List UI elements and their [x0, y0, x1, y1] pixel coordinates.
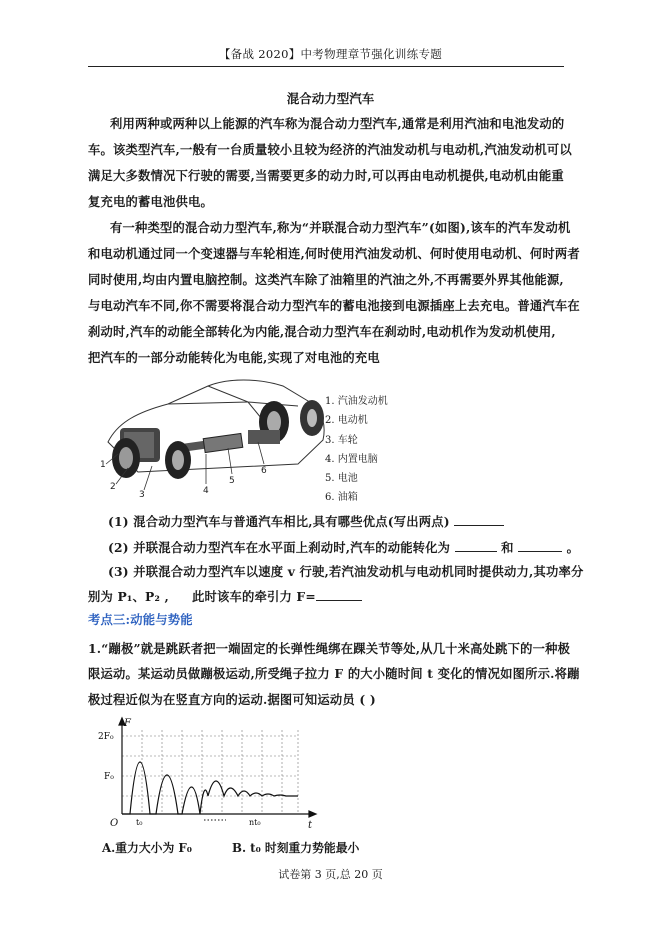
- paragraph-line: 和电动机通过同一个变速器与车轮相连,何时使用汽油发动机、何时使用电动机、何时两者: [88, 246, 580, 261]
- legend-item: 2. 电动机: [325, 415, 368, 427]
- callout-label: 4: [203, 486, 209, 496]
- x-axis-label: t: [308, 820, 313, 831]
- paragraph-line: 利用两种或两种以上能源的汽车称为混合动力型汽车,通常是利用汽油和电池发动的: [110, 116, 565, 131]
- paragraph-line: 车。该类型汽车,一般有一台质量较小且较为经济的汽油发动机与电动机,汽油发动机可以: [88, 142, 572, 157]
- answer-blank[interactable]: [518, 539, 562, 552]
- answer-blank[interactable]: [454, 513, 504, 526]
- problem-line: 1.“蹦极”就是跳跃者把一端固定的长弹性绳绑在踝关节等处,从几十米高处跳下的一种极: [88, 641, 571, 656]
- x-tick-label: nt₀: [249, 818, 261, 827]
- callout-label: 6: [261, 466, 267, 476]
- paragraph-line: 满足大多数情况下行驶的需要,当需要更多的动力时,可以再由电动机提供,电动机由能重: [88, 168, 564, 183]
- paragraph-line: 刹动时,汽车的动能全部转化为内能,混合动力型汽车在刹动时,电动机作为发动机使用,: [88, 324, 556, 339]
- hybrid-car-figure: [98, 372, 328, 500]
- legend-item: 3. 车轮: [325, 434, 358, 446]
- page-footer: 试卷第 3 页,总 20 页: [278, 868, 383, 881]
- y-axis-label: F: [124, 718, 131, 729]
- callout-label: 5: [229, 476, 235, 486]
- question-2-text: (2) 并联混合动力型汽车在水平面上刹动时,汽车的动能转化为: [108, 540, 451, 555]
- question-1-text: (1) 混合动力型汽车与普通汽车相比,具有哪些优点(写出两点): [108, 514, 450, 529]
- callout-label: 2: [110, 482, 116, 492]
- x-tick-label: t₀: [136, 818, 143, 827]
- problem-line: 极过程近似为在竖直方向的运动.据图可知运动员 ( ): [88, 692, 376, 707]
- header-rule: [88, 66, 564, 67]
- paragraph-line: 复充电的蓄电池供电。: [88, 194, 213, 209]
- callout-label: 1: [100, 460, 106, 470]
- origin-label: O: [110, 818, 119, 829]
- question-1: [108, 512, 504, 530]
- legend-item: 6. 油箱: [325, 492, 358, 504]
- force-time-graph: [98, 716, 323, 832]
- y-tick-label: 2F₀: [98, 732, 114, 742]
- question-3-line-2: [88, 587, 362, 605]
- question-2-and: 和: [501, 540, 514, 555]
- question-3-powers: 别为 P₁、P₂ ,: [88, 589, 169, 604]
- question-2: [108, 538, 579, 556]
- problem-line: 限运动。某运动员做蹦极运动,所受绳子拉力 F 的大小随时间 t 变化的情况如图所示.将蹦: [88, 666, 580, 681]
- choice-b[interactable]: B. t₀ 时刻重力势能最小: [232, 841, 360, 855]
- paragraph-line: 同时使用,均由内置电脑控制。这类汽车除了油箱里的汽油之外,不再需要外界其他能源,: [88, 272, 564, 287]
- car-legend: [325, 392, 388, 508]
- y-tick-label: F₀: [104, 772, 114, 782]
- legend-item: 4. 内置电脑: [325, 453, 378, 465]
- article-title: 混合动力型汽车: [286, 91, 375, 106]
- callout-label: 3: [139, 490, 145, 500]
- question-2-end: 。: [566, 540, 580, 555]
- answer-blank[interactable]: [455, 539, 497, 552]
- paragraph-line: 把汽车的一部分动能转化为电能,实现了对电池的充电: [88, 350, 380, 365]
- question-3-force: 此时该车的牵引力 F=: [191, 589, 316, 604]
- paragraph-line: 有一种类型的混合动力型汽车,称为“并联混合动力型汽车”(如图),该车的汽车发动机: [110, 220, 571, 235]
- legend-item: 1. 汽油发动机: [325, 396, 388, 407]
- section-heading: 考点三:动能与势能: [88, 612, 193, 627]
- paragraph-line: 与电动汽车不同,你不需要将混合动力型汽车的蓄电池接到电源插座上去充电。普通汽车在: [88, 298, 580, 313]
- page-header: 【备战 2020】中考物理章节强化训练专题: [218, 47, 443, 61]
- choice-a[interactable]: A.重力大小为 F₀: [102, 841, 192, 855]
- legend-item: 5. 电池: [325, 473, 358, 485]
- question-3-line-1: (3) 并联混合动力型汽车以速度 v 行驶,若汽油发动机与电动机同时提供动力,其功率分: [108, 564, 584, 579]
- answer-blank[interactable]: [316, 588, 362, 601]
